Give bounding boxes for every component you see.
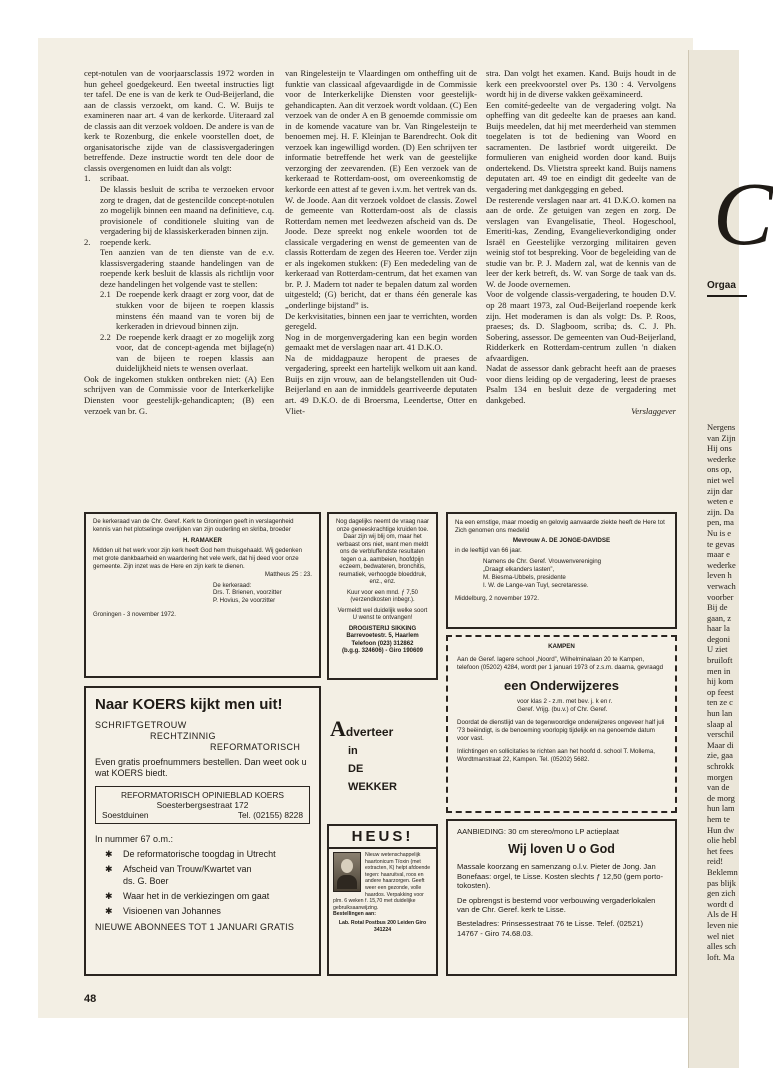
portrait-photo: [333, 852, 361, 892]
ad-call: Vermeldt wel duidelijk welke soort U wenst te ontvangen!: [337, 607, 428, 621]
list-item: 2.1 De roepende kerk draagt er zorg voor, dat de stukken voor de bijeen te roepen klassis minstens één maand van te voren bij de kerkeraden in drievoud binnen zijn.: [100, 289, 274, 332]
ad-giro: (b.g.g. 324606) - Giro 190609: [341, 648, 424, 654]
list-item: 2.2 De roepende kerk draagt er zo mogelijk zorg voor, dat de concept-agenda met bijlage(n) van de bijeen te roepen klassis aan duidelijkheid niets te wensen overlaat.: [100, 331, 274, 374]
ad-reason: Doordat de dienstlijd van de tegenwoordige onderwijzeres ongeveer half juli '73 beëindigt, is de benoeming voorlopig tijdelijk en na genoemde datum voor vast.: [457, 719, 665, 742]
ad-title: Naar KOERS kijkt men uit!: [95, 696, 283, 713]
article-paragraph: Een comité-gedeelte van de vergadering volgt. Na opheffing van dit gedeelte kan de praeses aan kand. Buijs meedelen, dat hij met meerderheid van stemmen toegelaten is tot de bediening van Woord en sacramenten. De lastbrief wordt uitgereikt. De formulieren van enigheid worden door kand. Buijs ondertekend. Ds. Vlietstra spreekt kand. Buijs namens deputaten art. 49 toe en eindigt dit gedeelte van de vergadering met dankgegging en gebed.: [486, 99, 676, 195]
obituary-signers: Namens de Chr. Geref. Vrouwenvereniging „Draagt elkanders lasten”, M. Biesma-Ubbels, presidente I. W. de Lange-van Tuyl, secretaresse.: [483, 558, 602, 589]
list-item: ✱ De reformatorische toogdag in Utrecht: [105, 849, 276, 859]
article-paragraph: van Ringelesteijn te Vlaardingen om ontheffing uit de funktie van classicaal afgevaardigde in de Commissie voor de Interkerkelijke Diensten voor geestelijk-gehandicapten. Aan dit verzoek wordt voldaan. (C) Een verzoek van de onder A en B genoemde commissie om in de komende vacature van br. Van Ringelesteijn te benoemen mej. H. F. Kleinjan te Barendrecht. Ook dit verzoek kan ingewilligd worden. (D) Een schrijven ter informatie betreffende het werk van de geestelijke verzorging der zeevarenden. (E) Een verzoek van de kerkeraad te Rotterdam-oost, om overeenkomstig de kerkorde een attest af te geven i.v.m. het vertrek van ds. W. de Joode. Aan dit verzoek voldoet de classis. Zowel de gemeente van Rotterdam-oost als de classis Rotterdam nemen met leedwezen afscheid van ds. De Joode. Deze spreekt nog enkele woorden tot de classicale vergadering en wenst de gemeenten van de classis Rotterdam de zegen des Heeren toe. Verder zijn er als ingekomen stukken: (F) Een mededeling van de kerkeraad van Rotterdam-centrum, dat het examen van br. P. J. Madern tot nader te bepalen datum zal worden uitgesteld; (G) bericht, dat er thans één generale kas „onderlinge bijstand” is.: [285, 68, 477, 311]
next-page-edge: [688, 50, 773, 1068]
ad-contents-list: [95, 849, 310, 917]
obituary-de-jonge: [446, 512, 677, 629]
ad-requirement: voor klas 2 - z.m. met bev. j. k en r.: [517, 698, 613, 705]
masthead-rule: [707, 295, 747, 297]
ad-text: Massale koorzang en samenzang o.l.v. Pieter de Jong. Jan Bonefaas: orgel, te Lisse. Kosten slechts ƒ 12,50 (gem porto-tokosten).: [457, 862, 663, 891]
list-item: ✱ Waar het in de verkiezingen om gaat: [105, 891, 270, 901]
ad-tagline: RECHTZINNIG: [150, 731, 216, 741]
ad-text: Nieuw wetenschappelijk haartonicum Tïoxin (met extracten, K) helpt afdoende tegen: haaruitval, roos en andere haarzorgen. Geeft weer een gezonde, volle haardos. Verpakking voor plm. 6 weken f. 15,70 met duidelijke gebruiksaanwijzing.: [333, 852, 431, 911]
obituary-name: Mevrouw A. DE JONGE-DAVIDSE: [512, 537, 611, 544]
page-number: 48: [84, 993, 97, 1005]
ad-requirement: Geref. Vrijg. (bu.v.) of Chr. Geref.: [517, 706, 608, 713]
ad-purpose: De opbrengst is bestemd voor verbouwing vergaderlokalen van de Chr. Geref. kerk te Lisse.: [457, 895, 656, 915]
ad-text: Nog dagelijks neemt de vraag naar onze geneeskrachtige kruiden toe. Daar zijn wij blij om, maar het verbaast ons niet, want men meldt ons de verbluffendste resultaten tegen o.a. aambeien, hoofdpijn eczeem, bedwateren, bronchitis, reumatiek, verhoogde bloeddruk, enz., enz.: [335, 519, 430, 585]
ad-koers: [84, 686, 321, 976]
ad-issue: In nummer 67 o.m.:: [95, 834, 174, 844]
ad-contact: Inlichtingen en sollicitaties te richten aan het hoofd d. school T. Mollema, Wordtmanstraat 22, Kampen. Tel. (05202) 5682.: [457, 748, 655, 763]
ad-word: in: [348, 745, 358, 757]
list-item: 2. roepende kerk.: [84, 236, 152, 247]
obituary-signers: De kerkeraad: Drs. T. Brienen, voorzitter P. Hovius, 2e voorzitter: [213, 581, 282, 605]
ad-title: HEUS!: [329, 829, 436, 849]
ad-footer: NIEUWE ABONNEES TOT 1 JANUARI GRATIS: [95, 922, 295, 932]
article-paragraph: Voor de volgende classis-vergadering, te houden D.V. op 28 maart 1973, zal Oud-Beijerland roepende kerk zijn. Het moderamen is dan als volgt: Ds. P. Roos, praeses; ds. D. Slagboom, scriba; ds. C. J. Ph. Sobering, assessor. De gemeenten van Oud-Beijerland, Ridderkerk en Rotterdam-centrum zullen 'n diaken afvaardigen.: [486, 289, 676, 363]
ad-address: Barrevoetestr. 5, Haarlem: [346, 633, 419, 639]
ad-word: dverteer: [345, 725, 394, 739]
ad-tagline: SCHRIFTGETROUW: [95, 720, 187, 730]
ad-offer: Even gratis proefnummers bestellen. Dan weet ook u wat KOERS biedt.: [95, 757, 307, 778]
obituary-age: in de leeftijd van 66 jaar.: [455, 547, 522, 554]
ad-title: KAMPEN: [548, 643, 575, 650]
ad-address-box: REFORMATORISCH OPINIEBLAD KOERS Soesterbergsestraat 172 Soestduinen Tel. (02155) 8228: [95, 786, 310, 824]
ad-sikking: [327, 512, 438, 680]
next-page-text: Nergens van Zijn Hij ons wederke ons op, niet wel zijn dar weten e zijn. Da pen, ma Nu is e te gevas maar e wederke leven h verwach voorber Bij de gaan, z haar la degoni U ziet bruiloft men in hij kom op feest ten ze c hun lan slaap al verschil Maar di zie, gaa schrokk morgen van de de morg hun lam hem te Hun dw olie hebl het fees reid! Beklemn pas blijk gen zich wordt d Als de H leven nie wel niet alles sch loft. Ma: [707, 422, 738, 962]
star-icon: ✱: [105, 864, 113, 874]
list-item-continued: ds. G. Boer: [123, 876, 169, 886]
list-item: ✱ Afscheid van Trouw/Kwartet van: [105, 864, 252, 874]
ad-headline: een Onderwijzeres: [504, 678, 619, 693]
ad-order: Bestellingen aan:: [333, 911, 376, 918]
ad-offer: AANBIEDING: 30 cm stereo/mono LP actieplaat: [457, 827, 619, 836]
star-icon: ✱: [105, 906, 113, 916]
obituary-intro: De kerkeraad van de Chr. Geref. Kerk te Groningen geeft in verslagenheid kennis van het plotselinge overlijden van zijn ouderling en skriba, broeder: [93, 518, 294, 533]
obituary-date: Middelburg, 2 november 1972.: [455, 595, 539, 602]
obituary-name: H. RAMAKER: [183, 536, 222, 544]
obituary-intro: Na een ernstige, maar moedig en gelovig aanvaarde ziekte heeft de Here tot Zich genomen ons medelid: [455, 519, 665, 534]
article-paragraph: De kerkvisitaties, binnen een jaar te verrichten, worden geregeld.: [285, 310, 477, 332]
ad-lp: [446, 819, 677, 976]
masthead-subtitle: Orgaa: [707, 280, 736, 291]
ad-kampen: [446, 635, 677, 813]
article-paragraph: Nadat de assessor dank gebracht heeft aan de praeses voor diens leiding op de vergadering, leest de praeses Psalm 134 en besluit deze de vergadering met dankgebed.: [486, 363, 676, 405]
obituary-ramaker: [84, 512, 321, 678]
article-paragraph: De klassis besluit de scriba te verzoeken ervoor zorg te dragen, dat de gestencilde concept-notulen zo mogelijk binnen een maand na definitieve, c.q. provisionele of conditionele sluiting van de vergadering bij de klassiskerkeraden binnen zijn.: [100, 184, 274, 237]
ad-company: DROGISTERIJ SIKKING: [348, 625, 417, 632]
ad-tagline: REFORMATORISCH: [210, 742, 301, 752]
ad-magazine-name: WEKKER: [348, 781, 397, 793]
article-signature: Verslaggever: [631, 405, 676, 416]
article-column-2: [285, 68, 477, 416]
ad-price: Kuur voor een mnd. ƒ 7,50 (verzendkosten inbegr.).: [346, 589, 419, 603]
obituary-body: Midden uit het werk voor zijn kerk heeft God hem thuisgehaald. Wij gedenken met grote dankbaarheid en waardering het vele werk, dat hij deed voor onze gemeente. Zijn inzet was de Here en zijn kerk te dienen.: [93, 547, 302, 570]
article-paragraph: Na de middagpauze heropent de praeses de vergadering, spreekt een hartelijk welkom uit aan kand. Buijs en zijn vrouw, aan de belangstellenden uit Oud-Beijerland en aan de inmiddels gearriveerde deputaten art. 49 D.K.O. de di Broersma, Leendertse, Otter en Vliet-: [285, 352, 477, 416]
ad-address: Lab. Rotal Postbus 200 Leiden Giro 341224: [338, 919, 427, 933]
article-column-3: [486, 68, 676, 416]
obituary-verse: Mattheus 25 : 23.: [264, 570, 312, 578]
article-paragraph: Ten aanzien van de ten dienste van de e.v. klassisvergadering staande handelingen van de roepende kerk besluit de klassis als richtlijn voor deze handelingen het volgende vast te stellen:: [100, 247, 274, 289]
article-paragraph: Ook de ingekomen stukken ontbreken niet: (A) Een schrijven van de Commissie voor de Interkerkelijke Diensten voor geestelijk-gehandicapten; (B) een verzoek van br. G.: [84, 373, 274, 416]
star-icon: ✱: [105, 891, 113, 901]
list-item: ✱ Visioenen van Johannes: [105, 906, 221, 916]
star-icon: ✱: [105, 849, 113, 859]
ad-intro: Aan de Geref. lagere school „Noord”, Wilhelminalaan 20 te Kampen, telefoon (05202) 4284, wordt per 1 januari 1973 of z.s.m. daarna, gevraagd: [457, 656, 664, 671]
article-paragraph: stra. Dan volgt het examen. Kand. Buijs houdt in de kerk een preekvoorstel over Ps. 130 : 4. Vervolgens wordt hij in de diverse vakken geëxamineerd.: [486, 68, 676, 100]
article-paragraph: cept-notulen van de voorjaarsclassis 1972 worden in hun geheel goedgekeurd. Een tweetal instructies ligt ter tafel. De ene is van de kerk te Oud-Beijerland, die aan de classis verzoekt, om kand. C. W. Buijs te examineren naar art. 4 van de kerkorde. Uiteraard zal de classis aan dit verzoek voldoen. De andere is van de kerk te Rozenburg, die enkele voorstellen doet, de organisatorische zijde van de classisvergaderingen betreffende. Deze instructie wordt ten dele door de classis overgenomen en luidt dan als volgt:: [84, 68, 274, 173]
ad-order: Besteladres: Prinsessestraat 76 te Lisse. Telef. (02521) 14767 - Giro 74.68.03.: [457, 919, 644, 938]
ad-phone: Telefoon (023) 312862: [351, 640, 414, 647]
list-item: 1. scribaat.: [84, 173, 129, 184]
ad-wekker: [330, 716, 430, 796]
obituary-date: Groningen - 3 november 1972.: [93, 610, 176, 618]
article-paragraph: De resterende verslagen naar art. 41 D.K.O. komen na aan de orde. Ze getuigen van zegen en zorg. De verslagen van Evangelisatie, Theol. Hogeschool, Emeriti-kas, Zending, Evangelieverkondiging onder Israël en Geestelijke verzorging militairen geven weinig stof tot bespreking. Voor de begeleiding van de studie van br. P. J. Madern zal, wat de kennis van de leer der kerk betreft, ds. W. van Sorge de taak van ds. W. de Joode overnemen.: [486, 194, 676, 289]
article-column-1: [84, 68, 274, 416]
masthead-letter: C: [713, 165, 773, 264]
article-paragraph: Nog in de morgenvergadering kan een begin worden gemaakt met de verslagen naar art. 41 D.K.O.: [285, 331, 477, 353]
ad-initial: A: [330, 716, 346, 741]
ad-word: DE: [348, 763, 364, 775]
ad-heus: [327, 824, 438, 976]
ad-headline: Wij loven U o God: [508, 842, 615, 857]
